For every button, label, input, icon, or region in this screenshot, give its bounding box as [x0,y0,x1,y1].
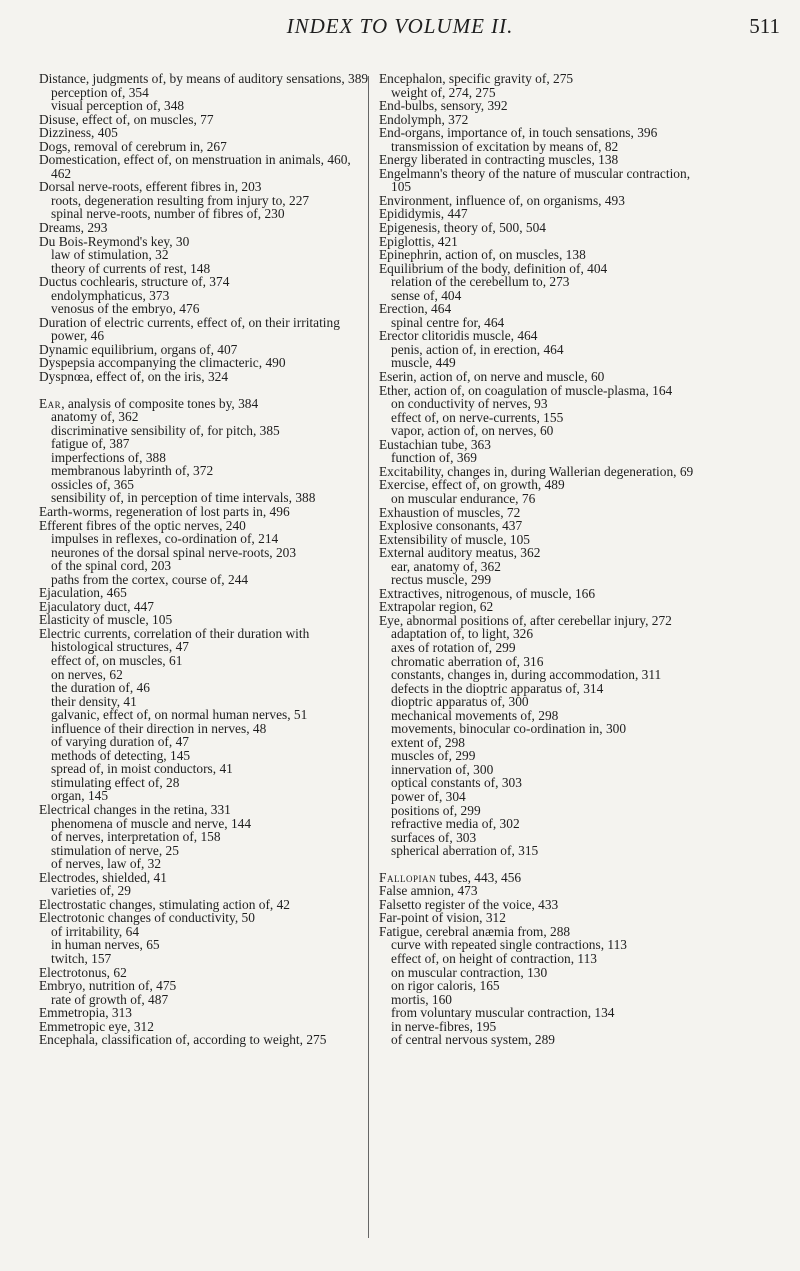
index-entry: Explosive consonants, 437 [379,518,523,534]
index-entry: Fallopian tubes, 443, 456 [379,869,522,885]
index-entry: Embryo, nutrition of, 475 [39,978,177,994]
index-subentry: of central nervous system, 289 [391,1032,555,1048]
index-entry: Electrotonic changes of conductivity, 50 [39,910,255,926]
index-subentry: surfaces of, 303 [391,829,477,845]
index-subentry: innervation of, 300 [391,761,494,777]
index-subentry: on nerves, 62 [51,666,123,682]
index-entry: Endolymph, 372 [379,111,469,127]
index-entry: Earth-worms, regeneration of lost parts in, 496 [39,503,290,519]
index-entry: Epinephrin, action of, on muscles, 138 [379,247,586,263]
index-subentry: discriminative sensibility of, for pitch, 385 [51,422,280,438]
index-entry: Energy liberated in contracting muscles, 138 [379,152,619,168]
index-subentry: paths from the cortex, course of, 244 [51,571,249,587]
index-subentry: movements, binocular co-ordination in, 300 [391,721,627,737]
index-entry: Dogs, removal of cerebrum in, 267 [39,138,227,154]
index-entry: Dyspepsia accompanying the climacteric, 490 [39,355,286,371]
index-subentry: galvanic, effect of, on normal human nerves, 51 [51,707,308,723]
index-subentry: sensibility of, in perception of time intervals, 388 [51,490,316,506]
section-initial-word: Ear [39,395,62,411]
index-entry: Ear, analysis of composite tones by, 384 [39,395,259,411]
index-subentry: impulses in reflexes, co-ordination of, 214 [51,531,279,547]
index-entry: Epiglottis, 421 [379,233,458,249]
index-entry: Environment, influence of, on organisms, 493 [379,192,625,208]
index-subentry: ossicles of, 365 [51,476,134,492]
index-subentry: constants, changes in, during accommodation, 311 [391,667,662,683]
index-entry: Emmetropic eye, 312 [39,1018,154,1034]
index-subentry: in nerve-fibres, 195 [391,1018,497,1034]
index-subentry: curve with repeated single contractions, 113 [391,937,627,953]
index-subentry: effect of, on nerve-currents, 155 [391,409,564,425]
index-subentry: of nerves, interpretation of, 158 [51,829,221,845]
index-subentry: sense of, 404 [391,287,462,303]
index-subentry: extent of, 298 [391,734,466,750]
index-subentry: function of, 369 [391,450,477,466]
index-subentry: dioptric apparatus of, 300 [391,694,529,710]
index-entry: Elasticity of muscle, 105 [39,612,173,628]
index-subentry: on conductivity of nerves, 93 [391,396,548,412]
index-column-left [39,72,369,1047]
index-entry: Eye, abnormal positions of, after cerebellar injury, 272 [379,612,672,628]
index-subentry: of irritability, 64 [51,923,140,939]
index-subentry: refractive media of, 302 [391,816,520,832]
index-entry: External auditory meatus, 362 [379,545,541,561]
index-subentry: penis, action of, in erection, 464 [391,341,564,357]
index-subentry: effect of, on muscles, 61 [51,652,183,668]
index-subentry: weight of, 274, 275 [391,84,496,100]
index-entry: Fatigue, cerebral anæmia from, 288 [379,923,571,939]
index-subentry: rate of growth of, 487 [51,991,169,1007]
index-entry: Dorsal nerve-roots, efferent fibres in, 203 [39,179,262,195]
index-entry: Extractives, nitrogenous, of muscle, 166 [379,585,596,601]
index-subentry: endolymphaticus, 373 [51,287,170,303]
index-subentry: venosus of the embryo, 476 [51,301,200,317]
index-entry: Exercise, effect of, on growth, 489 [379,477,565,493]
index-entry: Ejaculation, 465 [39,585,127,601]
index-entry: Electrodes, shielded, 41 [39,869,167,885]
index-subentry: spread of, in moist conductors, 41 [51,761,233,777]
index-entry: Far-point of vision, 312 [379,910,506,926]
index-subentry: of nerves, law of, 32 [51,856,162,872]
index-subentry: their density, 41 [51,693,137,709]
index-subentry: from voluntary muscular contraction, 134 [391,1005,615,1021]
index-entry: Ether, action of, on coagulation of muscle-plasma, 164 [379,382,673,398]
index-subentry: transmission of excitation by means of, 82 [391,138,619,154]
index-entry: Electrical changes in the retina, 331 [39,801,231,817]
index-subentry: stimulation of nerve, 25 [51,842,179,858]
index-subentry: perception of, 354 [51,84,149,100]
index-subentry: mortis, 160 [391,991,453,1007]
index-entry: Erector clitoridis muscle, 464 [379,328,538,344]
index-subentry: visual perception of, 348 [51,98,185,114]
index-entry: False amnion, 473 [379,883,478,899]
index-subentry: twitch, 157 [51,951,112,966]
index-subentry: rectus muscle, 299 [391,572,492,588]
index-subentry: spherical aberration of, 315 [391,843,539,859]
index-subentry: imperfections of, 388 [51,449,166,465]
index-entry: Dyspnœa, effect of, on the iris, 324 [39,369,229,385]
running-head [0,14,800,44]
index-entry: Ejaculatory duct, 447 [39,598,154,614]
index-subentry: muscles of, 299 [391,748,476,764]
index-subentry: muscle, 449 [391,355,456,371]
index-subentry: varieties of, 29 [51,883,131,899]
index-entry: Equilibrium of the body, definition of, 404 [379,260,608,276]
index-subentry: in human nerves, 65 [51,937,160,953]
index-subentry: adaptation of, to light, 326 [391,626,534,642]
index-entry: Disuse, effect of, on muscles, 77 [39,111,214,127]
index-subentry: relation of the cerebellum to, 273 [391,274,570,290]
index-subentry: on muscular endurance, 76 [391,490,536,506]
index-subentry: mechanical movements of, 298 [391,707,559,723]
index-subentry: stimulating effect of, 28 [51,774,180,790]
index-subentry: spinal centre for, 464 [391,314,505,330]
running-title: INDEX TO VOLUME II. [286,14,514,38]
index-entry: Dreams, 293 [39,220,108,236]
index-column-right [379,72,709,1047]
index-subentry: on muscular contraction, 130 [391,964,548,980]
index-subentry: fatigue of, 387 [51,436,130,452]
index-subentry: methods of detecting, 145 [51,747,191,763]
index-entry: Electric currents, correlation of their duration with histological structures, 47 [39,625,310,655]
index-subentry: law of stimulation, 32 [51,247,169,263]
index-entry: Emmetropia, 313 [39,1005,132,1021]
index-subentry: chromatic aberration of, 316 [391,653,544,669]
index-entry: Epigenesis, theory of, 500, 504 [379,220,546,236]
index-subentry: organ, 145 [51,788,109,804]
index-entry: End-bulbs, sensory, 392 [379,98,508,114]
index-entry: End-organs, importance of, in touch sensations, 396 [379,125,658,141]
index-subentry: effect of, on height of contraction, 113 [391,951,597,966]
index-entry: Epididymis, 447 [379,206,468,222]
index-subentry: phenomena of muscle and nerve, 144 [51,815,252,831]
index-entry: Dizziness, 405 [39,125,118,141]
index-subentry: of varying duration of, 47 [51,734,189,750]
index-entry: Engelmann's theory of the nature of muscular contraction, 105 [379,165,691,195]
index-subentry: theory of currents of rest, 148 [51,260,211,276]
index-subentry: on rigor caloris, 165 [391,978,500,994]
section-gap [39,384,369,397]
index-subentry: ear, anatomy of, 362 [391,558,501,574]
index-subentry: neurones of the dorsal spinal nerve-roots, 203 [51,544,297,560]
section-initial-word: Fallopian [379,869,436,885]
index-entry: Extrapolar region, 62 [379,599,494,615]
page-number: 511 [749,14,780,38]
index-subentry: axes of rotation of, 299 [391,639,516,655]
index-entry: Eustachian tube, 363 [379,436,491,452]
index-subentry: influence of their direction in nerves, 48 [51,720,267,736]
index-entry: Eserin, action of, on nerve and muscle, 60 [379,369,605,385]
index-subentry: power of, 304 [391,788,466,804]
index-subentry: vapor, action of, on nerves, 60 [391,423,554,439]
index-subentry: roots, degeneration resulting from injury to, 227 [51,192,310,208]
index-entry: Ductus cochlearis, structure of, 374 [39,274,230,290]
index-subentry: of the spinal cord, 203 [51,558,172,574]
index-subentry: defects in the dioptric apparatus of, 314 [391,680,604,696]
index-subentry: optical constants of, 303 [391,775,522,791]
index-entry: Exhaustion of muscles, 72 [379,504,521,520]
index-entry: Duration of electric currents, effect of, on their irritating power, 46 [39,314,340,344]
index-entry: Excitability, changes in, during Wallerian degeneration, 69 [379,463,694,479]
index-entry: Domestication, effect of, on menstruation in animals, 460, 462 [39,152,351,181]
index-entry: Erection, 464 [379,301,452,317]
index-entry: Encephala, classification of, according to weight, 275 [39,1032,327,1048]
index-entry: Dynamic equilibrium, organs of, 407 [39,341,238,357]
index-subentry: the duration of, 46 [51,680,150,696]
index-entry: Efferent fibres of the optic nerves, 240 [39,517,246,533]
index-entry: Extensibility of muscle, 105 [379,531,530,547]
index-subentry: membranous labyrinth of, 372 [51,463,214,479]
index-subentry: spinal nerve-roots, number of fibres of, 230 [51,206,285,222]
column-divider [368,76,369,1238]
index-entry: Distance, judgments of, by means of auditory sensations, 389 [39,71,369,86]
index-subentry: anatomy of, 362 [51,409,139,425]
index-entry: Electrostatic changes, stimulating action of, 42 [39,896,291,912]
index-entry: Du Bois-Reymond's key, 30 [39,233,190,249]
index-entry: Encephalon, specific gravity of, 275 [379,71,574,86]
index-subentry: positions of, 299 [391,802,481,818]
index-entry: Electrotonus, 62 [39,964,127,980]
index-entry: Falsetto register of the voice, 433 [379,896,559,912]
